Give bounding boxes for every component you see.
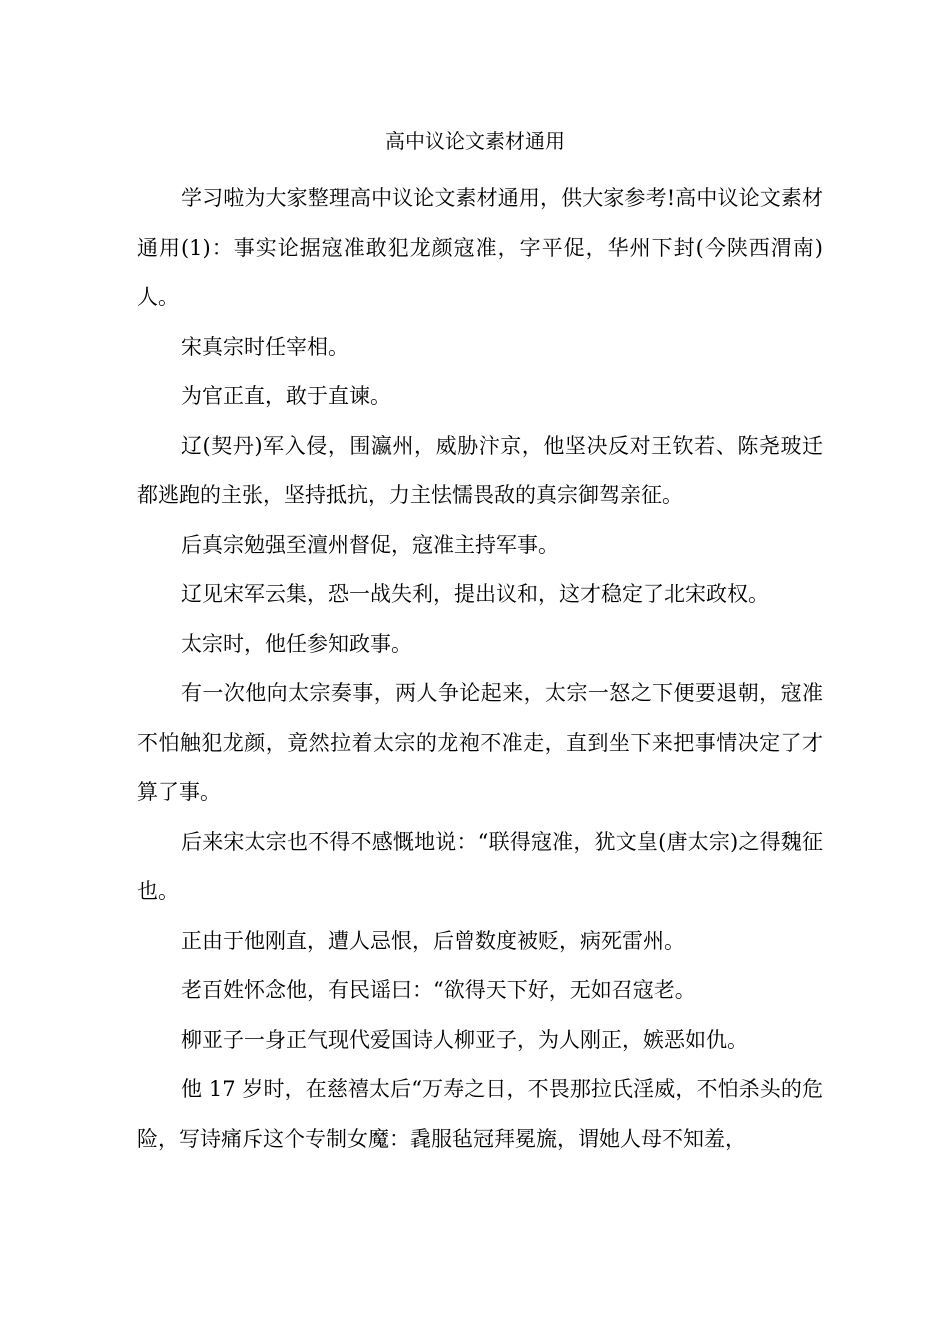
paragraph: 柳亚子一身正气现代爱国诗人柳亚子，为人刚正，嫉恶如仇。 bbox=[181, 1027, 748, 1052]
paragraph: 正由于他刚直，遭人忌恨，后曾数度被贬，病死雷州。 bbox=[181, 928, 685, 953]
paragraph: 有一次他向太宗奏事，两人争论起来，太宗一怒之下便要退朝，寇准不怕触犯龙颜，竟然拉着太宗的龙袍不准走，直到坐下来把事情决定了才算了事。 bbox=[137, 681, 823, 804]
document-title: 高中议论文素材通用 bbox=[385, 129, 565, 153]
paragraph: 学习啦为大家整理高中议论文素材通用，供大家参考!高中议论文素材通用(1)：事实论据寇准敢犯龙颜寇准，字平促，华州下封(今陕西渭南)人。 bbox=[137, 186, 823, 309]
paragraph: 辽(契丹)军入侵，围瀛州，威胁汴京，他坚决反对王钦若、陈尧玻迁都逃跑的主张，坚持抵抗，力主怯懦畏敌的真宗御驾亲征。 bbox=[137, 433, 823, 507]
paragraph: 他 17 岁时，在慈禧太后“万寿之日，不畏那拉氏淫威，不怕杀头的危险，写诗痛斥这个专制女魔：毳服毡冠拜冕旒，谓她人母不知羞， bbox=[137, 1077, 823, 1151]
paragraph: 老百姓怀念他，有民谣曰：“欲得天下好，无如召寇老。 bbox=[181, 978, 696, 1002]
paragraph: 太宗时，他任参知政事。 bbox=[181, 631, 412, 656]
paragraph: 为官正直，敢于直谏。 bbox=[181, 384, 391, 408]
paragraph: 宋真宗时任宰相。 bbox=[181, 334, 349, 359]
paragraph: 后来宋太宗也不得不感慨地说：“联得寇准，犹文皇(唐太宗)之得魏征也。 bbox=[137, 829, 823, 903]
document-body bbox=[137, 174, 823, 1164]
paragraph: 辽见宋军云集，恐一战失利，提出议和，这才稳定了北宋政权。 bbox=[181, 582, 769, 606]
paragraph: 后真宗勉强至澶州督促，寇准主持军事。 bbox=[181, 532, 559, 557]
